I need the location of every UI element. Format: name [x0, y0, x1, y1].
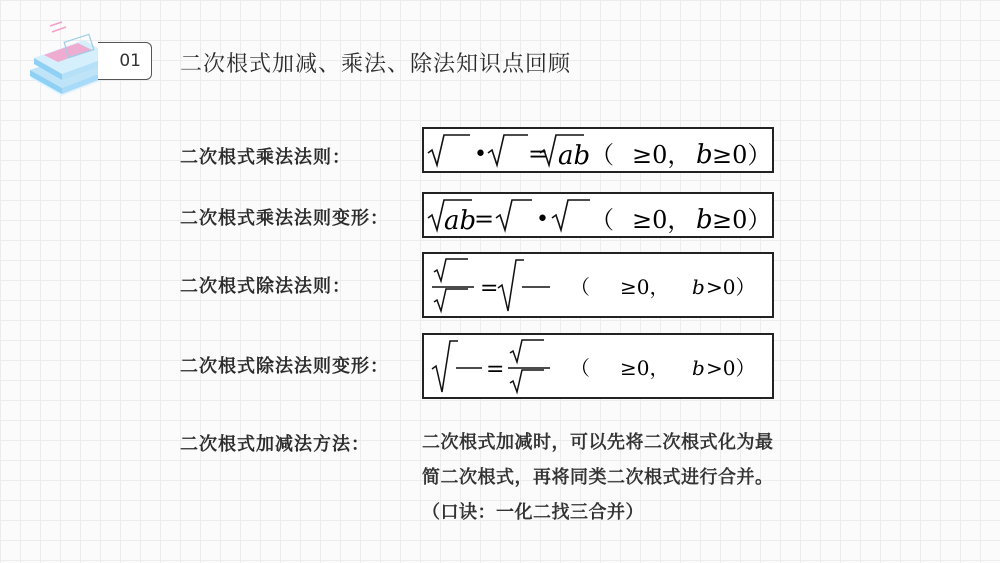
condition-b: ≥0）: [712, 141, 772, 169]
page-title: 二次根式加减、乘法、除法知识点回顾: [180, 52, 572, 77]
var-b: b: [696, 140, 713, 170]
rule-label-multiplication-variant: 二次根式乘法法则变形：: [180, 208, 389, 229]
rule-label-division-variant: 二次根式除法法则变形：: [180, 356, 389, 377]
condition-b: >0）: [706, 275, 756, 299]
addition-method-text: [422, 425, 842, 530]
paren-open: （: [570, 275, 590, 299]
rule-label-division: 二次根式除法法则：: [180, 276, 351, 297]
dot-operator: •: [474, 142, 487, 167]
var-b: b: [696, 205, 713, 235]
formula-ab: ab: [444, 206, 477, 236]
condition-b: >0）: [706, 356, 756, 380]
dot-operator: •: [536, 207, 549, 232]
var-b: b: [692, 356, 705, 380]
formula-box-multiplication: [422, 127, 774, 173]
rule-label-multiplication: 二次根式乘法法则：: [180, 147, 351, 168]
condition-a: ≥0，: [632, 141, 692, 169]
condition-a: ≥0，: [632, 206, 692, 234]
formula-box-multiplication-variant: [422, 192, 774, 238]
method-line: 二次根式加减时，可以先将二次根式化为最: [422, 432, 774, 453]
condition-b: ≥0）: [712, 206, 772, 234]
equals-sign: =: [474, 205, 495, 233]
paren-open: （: [590, 141, 614, 169]
formula-box-division: [422, 252, 774, 318]
equals-sign: =: [486, 357, 505, 382]
equals-sign: =: [528, 140, 549, 168]
condition-a: ≥0，: [620, 275, 670, 299]
var-b: b: [692, 275, 705, 299]
condition-a: ≥0，: [620, 356, 670, 380]
equals-sign: =: [480, 276, 499, 301]
method-line: 简二次根式，再将同类二次根式进行合并。: [422, 467, 774, 488]
section-number-tab: [98, 42, 152, 80]
section-number: 01: [119, 51, 141, 71]
formula-box-division-variant: [422, 333, 774, 399]
method-mnemonic: （口诀：一化二找三合并）: [422, 502, 644, 523]
paren-open: （: [570, 356, 590, 380]
formula-ab: ab: [558, 141, 591, 171]
paren-open: （: [590, 206, 614, 234]
rule-label-addition: 二次根式加减法方法：: [180, 434, 370, 455]
